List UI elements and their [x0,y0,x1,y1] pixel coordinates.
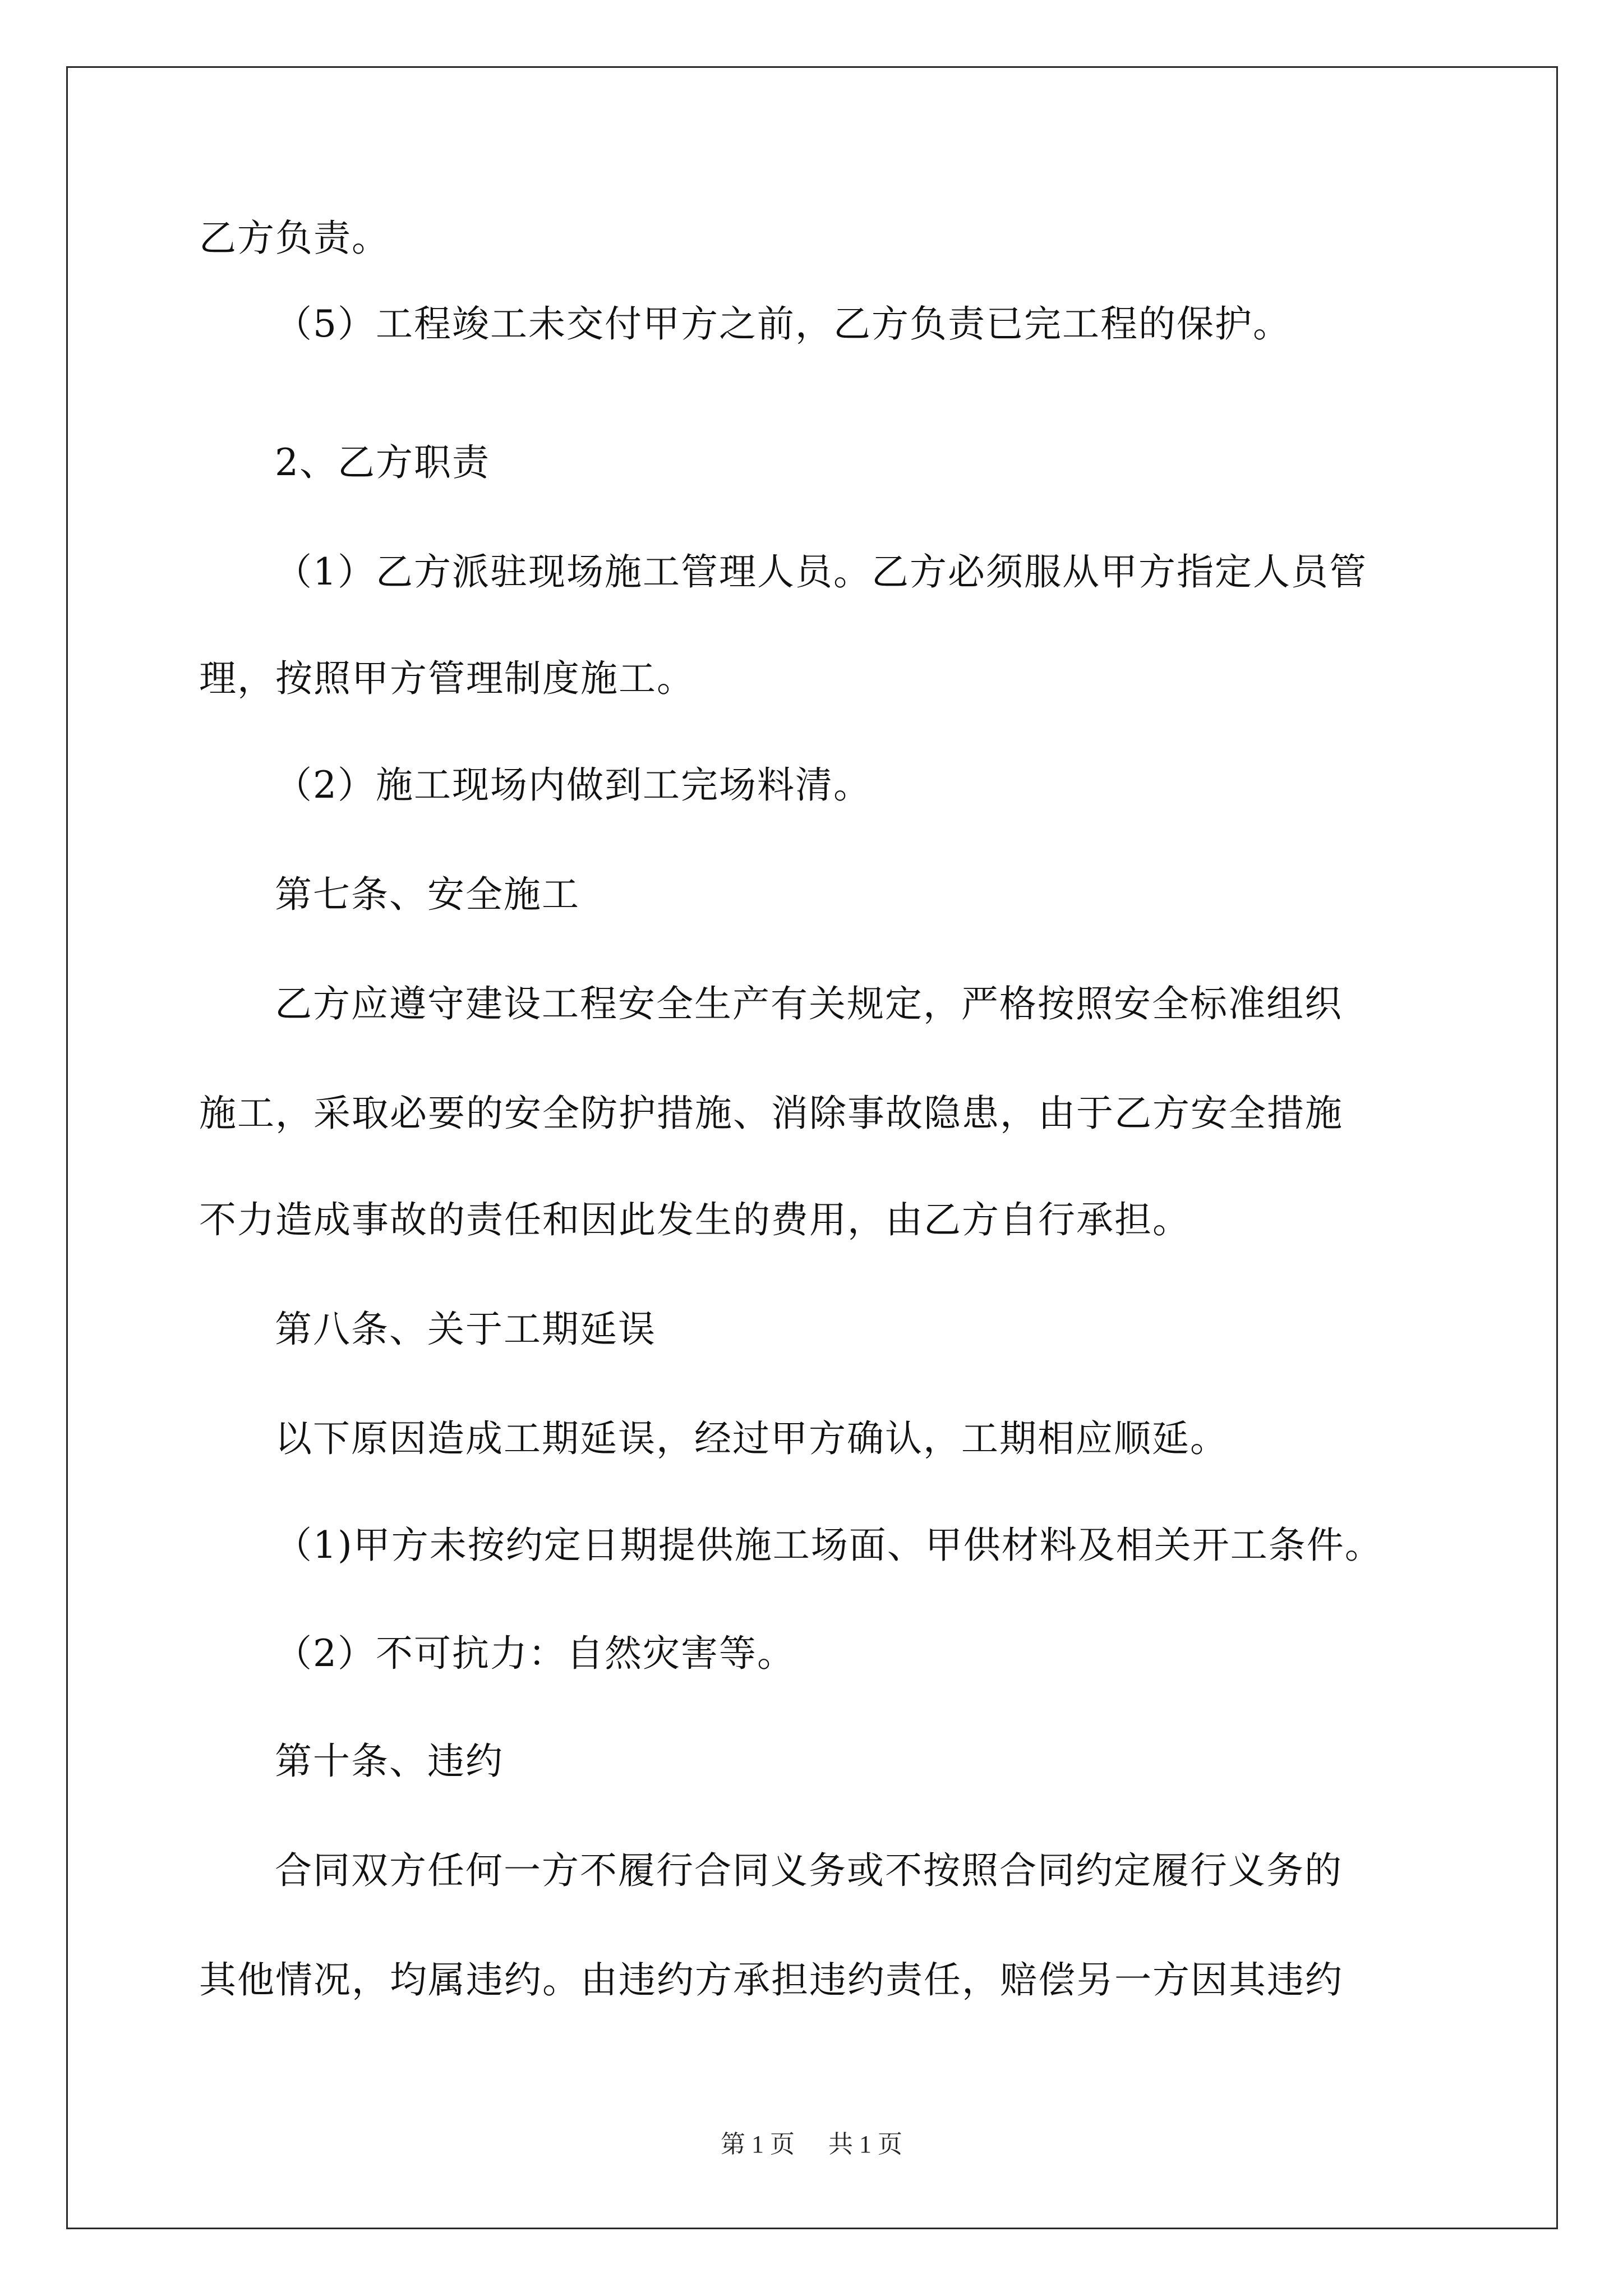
text-line: 合同双方任何一方不履行合同义务或不按照合同约定履行义务的 [275,1849,1343,1892]
text-line: （2）不可抗力：自然灾害等。 [275,1632,795,1675]
article-heading: 第十条、违约 [275,1740,504,1783]
text-line: （2）施工现场内做到工完场料清。 [275,763,872,807]
text-line: 乙方应遵守建设工程安全生产有关规定，严格按照安全标准组织 [275,982,1343,1025]
text-line: （1）乙方派驻现场施工管理人员。乙方必须服从甲方指定人员管 [275,550,1367,593]
text-line: 施工，采取必要的安全防护措施、消除事故隐患，由于乙方安全措施 [199,1092,1343,1135]
page-number: 第 1 页 [721,2131,795,2158]
page-border [66,66,1558,2229]
text-line: 其他情况，均属违约。由违约方承担违约责任，赔偿另一方因其违约 [199,1958,1343,2001]
text-line: （1)甲方未按约定日期提供施工场面、甲供材料及相关开工条件。 [275,1524,1383,1567]
article-heading: 第七条、安全施工 [275,873,580,916]
text-line: 不力造成事故的责任和因此发生的费用，由乙方自行承担。 [199,1198,1191,1241]
text-line: 理，按照甲方管理制度施工。 [199,657,695,700]
page-footer [0,2129,1623,2160]
text-line: （5）工程竣工未交付甲方之前，乙方负责已完工程的保护。 [275,302,1291,346]
section-heading: 2、乙方职责 [275,441,490,484]
text-line: 乙方负责。 [199,217,390,260]
page-total: 共 1 页 [828,2131,902,2158]
article-heading: 第八条、关于工期延误 [275,1308,656,1351]
text-line: 以下原因造成工期延误，经过甲方确认，工期相应顺延。 [275,1417,1228,1460]
